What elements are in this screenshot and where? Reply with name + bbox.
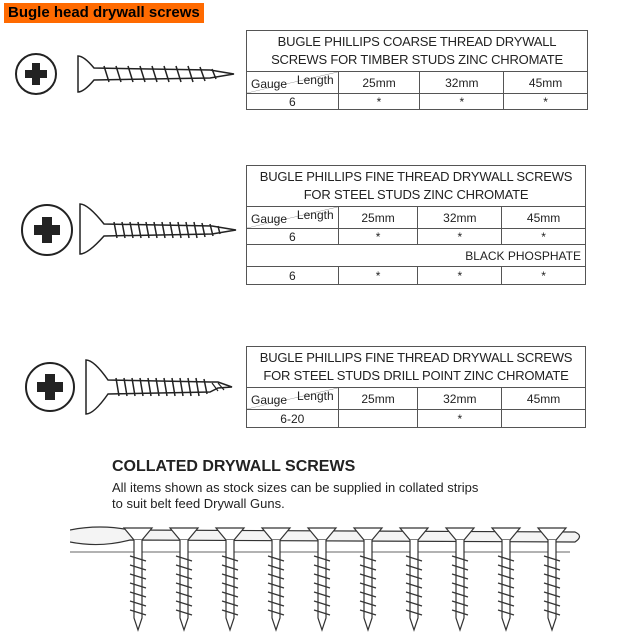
- table-header-line: FOR STEEL STUDS DRILL POINT ZINC CHROMATE: [263, 368, 569, 383]
- table-header: [247, 166, 586, 207]
- coarse-thread-spec-table: [246, 30, 588, 110]
- size-header: 45mm: [504, 72, 588, 94]
- collated-screw: [538, 528, 566, 630]
- table-header-line: BUGLE PHILLIPS COARSE THREAD DRYWALL: [277, 34, 557, 49]
- stock-cell: *: [504, 94, 588, 110]
- collated-screw: [216, 528, 244, 630]
- page-title: Bugle head drywall screws: [4, 3, 204, 23]
- stock-cell: *: [418, 410, 502, 428]
- collated-screw: [492, 528, 520, 630]
- collated-section-title: COLLATED DRYWALL SCREWS: [112, 458, 356, 475]
- screw-side-view: [80, 204, 236, 254]
- drill-point-spec-table: [246, 346, 586, 428]
- stock-cell: *: [502, 229, 586, 245]
- size-header: 45mm: [502, 388, 586, 410]
- size-header: 25mm: [338, 72, 420, 94]
- collated-screw-strip-illustration: [70, 518, 590, 634]
- table-header-line: SCREWS FOR TIMBER STUDS ZINC CHROMATE: [271, 52, 563, 67]
- collated-description-line: to suit belt feed Drywall Guns.: [112, 496, 285, 511]
- stock-cell: *: [338, 229, 418, 245]
- length-label: Length: [296, 208, 334, 222]
- gauge-label: Gauge: [251, 212, 288, 226]
- finish-note: BLACK PHOSPHATE: [247, 245, 586, 267]
- gauge-value: 6: [247, 229, 339, 245]
- size-header: 45mm: [502, 207, 586, 229]
- gauge-length-cell: [247, 388, 339, 410]
- stock-cell: [502, 410, 586, 428]
- size-header: 25mm: [338, 388, 418, 410]
- table-row: [247, 267, 586, 285]
- drill-point-screw-illustration: [22, 356, 242, 418]
- coarse-thread-screw-illustration: [12, 48, 242, 104]
- table-row: [247, 410, 586, 428]
- screw-side-view: [86, 360, 232, 414]
- gauge-label: Gauge: [251, 77, 288, 91]
- size-header: 32mm: [418, 388, 502, 410]
- phillips-head-icon: [26, 363, 74, 411]
- table-header-line: BUGLE PHILLIPS FINE THREAD DRYWALL SCREWS: [259, 169, 573, 184]
- length-label: Length: [296, 73, 334, 87]
- collated-screw: [400, 528, 428, 630]
- screw-side-view: [78, 56, 234, 92]
- collated-screw: [170, 528, 198, 630]
- gauge-label: Gauge: [251, 393, 288, 407]
- stock-cell: *: [338, 267, 418, 285]
- table-header-line: BUGLE PHILLIPS FINE THREAD DRYWALL SCREWS: [259, 350, 573, 365]
- size-header: 25mm: [338, 207, 418, 229]
- size-header: 32mm: [418, 207, 502, 229]
- table-header: [247, 347, 586, 388]
- table-header-line: FOR STEEL STUDS ZINC CHROMATE: [303, 187, 529, 202]
- collated-screw: [446, 528, 474, 630]
- collated-screw: [354, 528, 382, 630]
- table-header: [247, 31, 588, 72]
- collated-description-line: All items shown as stock sizes can be supplied in collated strips: [112, 480, 479, 495]
- gauge-value: 6-20: [247, 410, 339, 428]
- phillips-head-icon: [16, 54, 56, 94]
- fine-thread-spec-table: [246, 165, 586, 285]
- collated-screw: [262, 528, 290, 630]
- stock-cell: *: [338, 94, 420, 110]
- size-header: 32mm: [420, 72, 504, 94]
- collated-screw: [124, 528, 152, 630]
- gauge-length-cell: [247, 72, 339, 94]
- stock-cell: *: [418, 229, 502, 245]
- gauge-length-cell: [247, 207, 339, 229]
- stock-cell: [338, 410, 418, 428]
- gauge-value: 6: [247, 94, 339, 110]
- length-label: Length: [296, 389, 334, 403]
- stock-cell: *: [418, 267, 502, 285]
- collated-description: [112, 480, 552, 512]
- gauge-value: 6: [247, 267, 339, 285]
- stock-cell: *: [502, 267, 586, 285]
- stock-cell: *: [420, 94, 504, 110]
- collated-screw: [308, 528, 336, 630]
- phillips-head-icon: [22, 205, 72, 255]
- fine-thread-screw-illustration: [16, 196, 240, 262]
- table-row: [247, 94, 588, 110]
- table-row: [247, 229, 586, 245]
